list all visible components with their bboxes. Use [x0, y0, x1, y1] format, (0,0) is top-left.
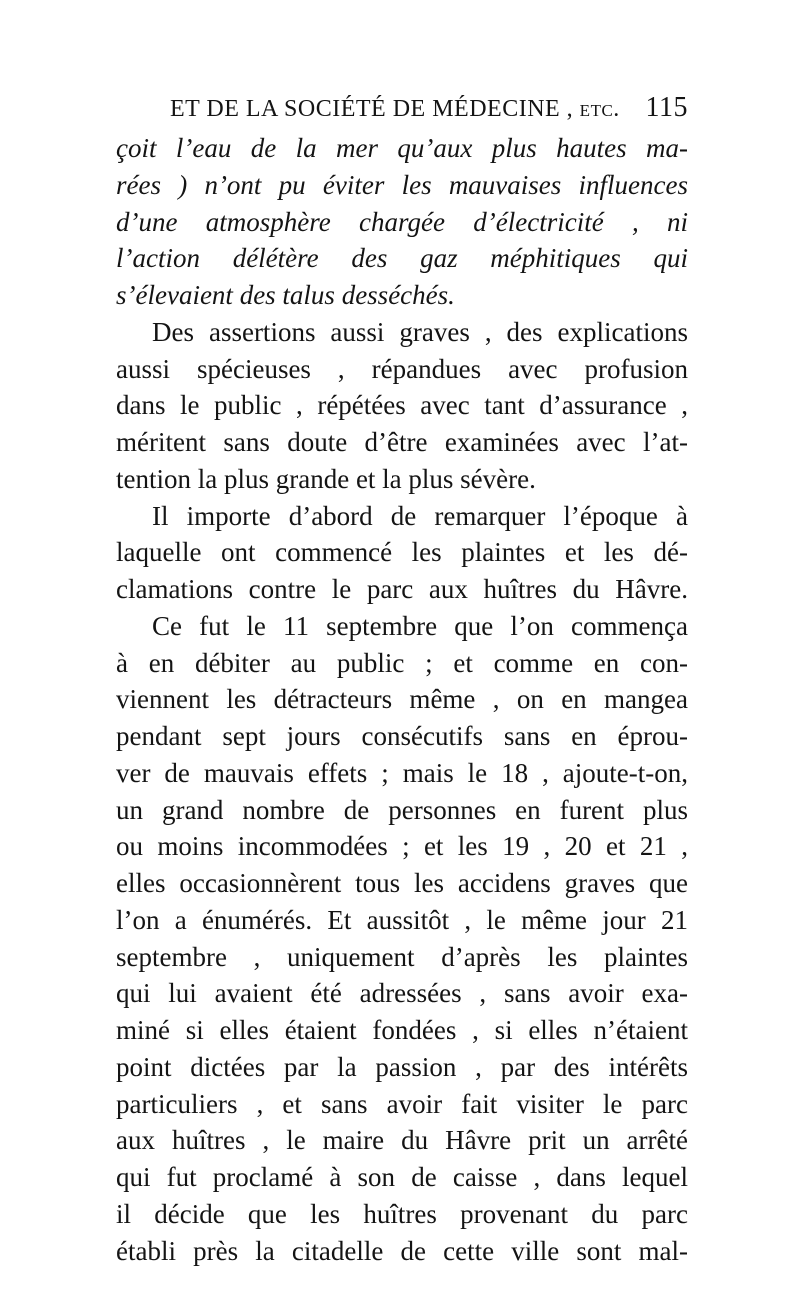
page-header: [170, 92, 688, 128]
text-line: établi près la citadelle de cette ville sont mal-: [116, 1235, 688, 1266]
text-line: çoit l’eau de la mer qu’aux plus hautes ma-: [116, 133, 688, 163]
text-line: l’on a énumérés. Et aussitôt , le même jour 21: [116, 904, 688, 935]
text-line: particuliers , et sans avoir fait visiter le parc: [116, 1088, 688, 1119]
text-line: d’une atmosphère chargée d’électricité , ni: [116, 206, 688, 237]
text-line: point dictées par la passion , par des intérêts: [116, 1051, 688, 1082]
paragraph-start-line: Il importe d’abord de remarquer l’époque à: [152, 500, 688, 531]
running-title: ET DE LA SOCIÉTÉ DE MÉDECINE , etc.: [170, 96, 620, 122]
text-line: laquelle ont commencé les plaintes et les dé-: [116, 537, 688, 568]
text-line: elles occasionnèrent tous les accidens graves que: [116, 868, 688, 898]
text-line: tention la plus grande et la plus sévère.: [116, 463, 536, 494]
paragraph-start-line: Ce fut le 11 septembre que l’on commença: [152, 610, 688, 641]
text-line: miné si elles étaient fondées , si elles n’étaient: [116, 1015, 688, 1045]
text-line: l’action délétère des gaz méphitiques qui: [116, 243, 688, 274]
text-line: dans le public , répétées avec tant d’assurance ,: [116, 390, 688, 421]
text-line: clamations contre le parc aux huîtres du Hâvre.: [116, 574, 688, 604]
text-line: aux huîtres , le maire du Hâvre prit un arrêté: [116, 1125, 688, 1156]
text-line: ver de mauvais effets ; mais le 18 , ajoute-t-on,: [116, 757, 688, 788]
text-line: il décide que les huîtres provenant du parc: [116, 1198, 688, 1229]
text-line: viennent les détracteurs même , on en mangea: [116, 684, 688, 715]
body-text: [116, 130, 688, 1269]
text-line: ou moins incommodées ; et les 19 , 20 et 21 ,: [116, 831, 688, 862]
text-line: à en débiter au public ; et comme en con-: [116, 647, 688, 678]
page-number: 115: [645, 92, 688, 123]
text-line: qui fut proclamé à son de caisse , dans lequel: [116, 1162, 688, 1192]
text-line: pendant sept jours consécutifs sans en éprou-: [116, 721, 688, 751]
text-line: s’élevaient des talus desséchés.: [116, 280, 455, 310]
text-line: aussi spécieuses , répandues avec profusion: [116, 353, 688, 384]
text-line: rées ) n’ont pu éviter les mauvaises influences: [116, 169, 688, 200]
text-line: septembre , uniquement d’après les plaintes: [116, 941, 688, 972]
text-line: qui lui avaient été adressées , sans avoir exa-: [116, 978, 688, 1009]
text-line: méritent sans doute d’être examinées avec l’at-: [116, 427, 688, 457]
paragraph-start-line: Des assertions aussi graves , des explications: [152, 316, 688, 347]
text-line: un grand nombre de personnes en furent plus: [116, 794, 688, 825]
